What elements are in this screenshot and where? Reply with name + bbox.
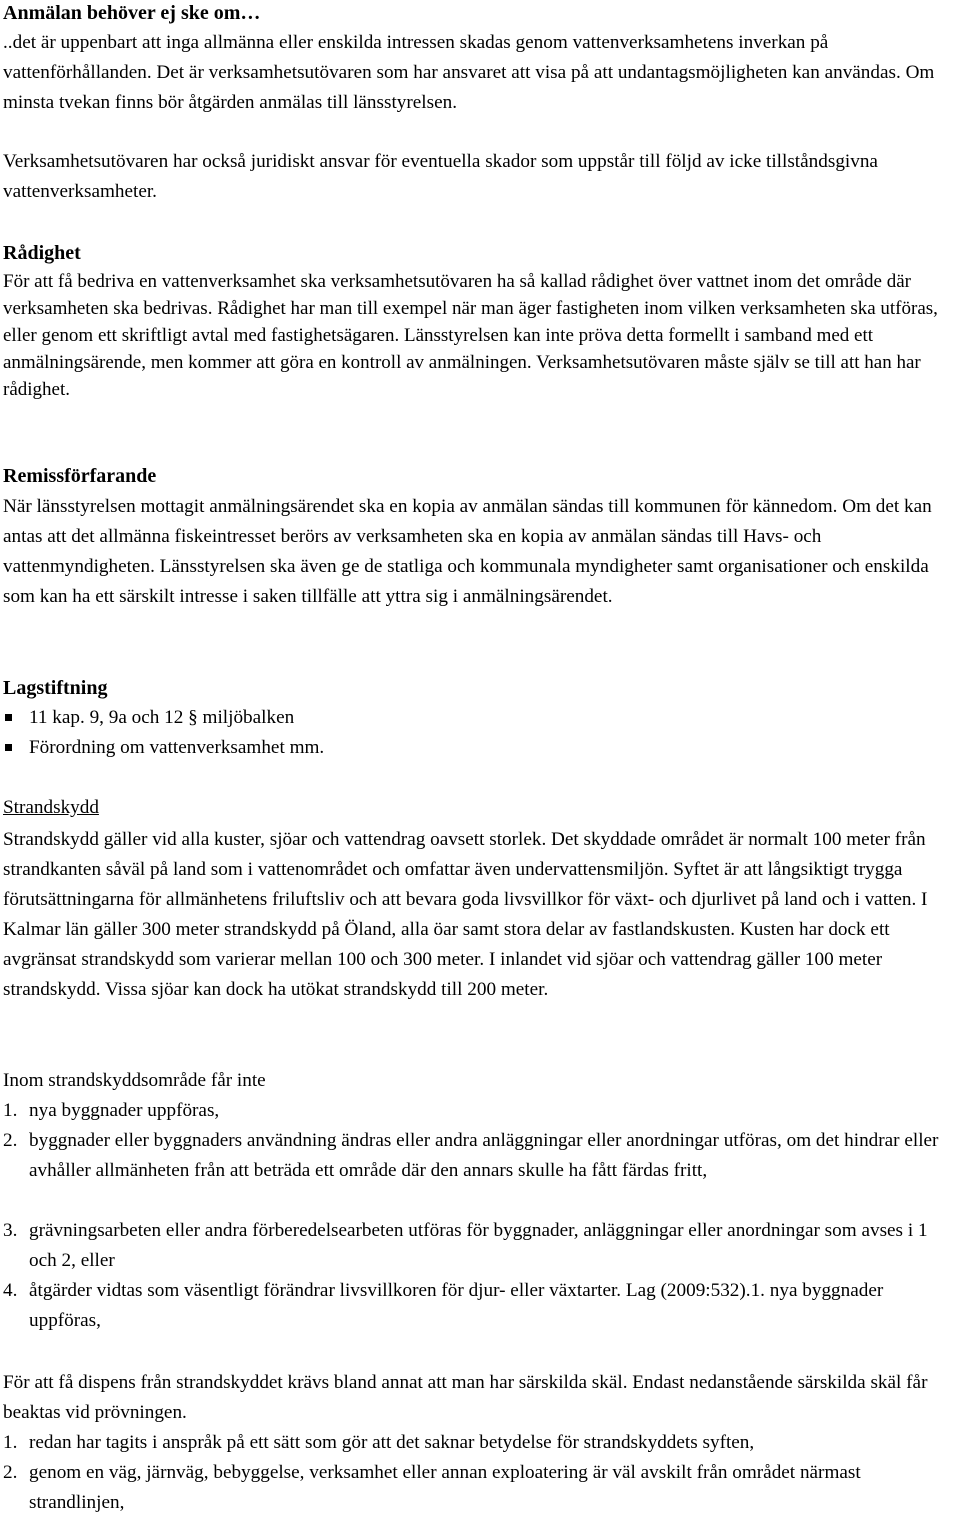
list-item-text: grävningsarbeten eller andra förberedelsearbeten utföras för byggnader, anläggningar eller anordningar som avses i 1 och 2, eller (29, 1220, 928, 1271)
section-heading-radighet: Rådighet (3, 242, 81, 264)
bullet-square-icon (5, 714, 12, 721)
list-item-number: 1. (3, 1100, 18, 1121)
list-item-number: 4. (3, 1280, 18, 1301)
list-item-text: åtgärder vidtas som väsentligt förändrar livsvillkoren för djur- eller växtarter. Lag (2009:532).1. nya byggnader uppföras, (29, 1280, 884, 1331)
section-heading-remiss: Remissförfarande (3, 465, 157, 487)
paragraph-strandskydd: Strandskydd gäller vid alla kuster, sjöar och vattendrag oavsett storlek. Det skyddade området är normalt 100 meter från strandkanten såväl på land som i vattenområdet och omfattar även undervattensmiljön. Syftet är att långsiktigt trygga förutsättningarna för allmänhetens friluftsliv och att bevara goda livsvillkor för växt- och djurlivet på land och i vatten. I Kalmar län gäller 300 meter strandskydd på Öland, alla öar samt stora delar av fastlandskusten. Kusten har dock ett avgränsat strandskydd som varierar mellan 100 och 300 meter. I inlandet vid sjöar och vattendrag gäller 100 meter strandskydd. Vissa sjöar kan dock ha utökat strandskydd till 200 meter. (3, 829, 928, 1000)
list-item-text: byggnader eller byggnaders användning ändras eller andra anläggningar eller anordningar utföras, om det hindrar eller avhåller allmänheten från att beträda ett område där den annars skulle ha fått färdas fritt, (29, 1130, 939, 1181)
list-item-number: 3. (3, 1220, 18, 1241)
bullet-square-icon (5, 744, 12, 751)
list-item-text: redan har tagits i anspråk på ett sätt som gör att det saknar betydelse för strandskyddets syften, (29, 1432, 755, 1453)
section-heading-strandskydd: Strandskydd (3, 797, 99, 818)
paragraph-juridiskt-ansvar: Verksamhetsutövaren har också juridiskt ansvar för eventuella skador som uppstår till följd av icke tillståndsgivna vattenverksamheter. (3, 151, 878, 202)
paragraph-inom-intro: Inom strandskyddsområde får inte (3, 1070, 266, 1091)
section-heading-anmalan: Anmälan behöver ej ske om… (3, 2, 261, 24)
list-item-text: genom en väg, järnväg, bebyggelse, verksamhet eller annan exploatering är väl avskilt från området närmast strandlinjen, (29, 1462, 861, 1513)
list-item-text: nya byggnader uppföras, (29, 1100, 220, 1121)
paragraph-radighet: För att få bedriva en vattenverksamhet ska verksamhetsutövaren ha så kallad rådighet över vattnet inom det område där verksamheten ska bedrivas. Rådighet har man till exempel när man äger fastigheten inom vilken verksamheten ska utföras, eller genom ett skriftligt avtal med fastighetsägaren. Länsstyrelsen kan inte pröva detta formellt i samband med ett anmälningsärende, men kommer att göra en kontroll av anmälningen. Verksamhetsutövaren måste själv se till att han har rådighet. (3, 271, 938, 400)
list-item-number: 2. (3, 1130, 18, 1151)
list-item-number: 1. (3, 1432, 18, 1453)
paragraph-remiss: När länsstyrelsen mottagit anmälningsärendet ska en kopia av anmälan sändas till kommunen för kännedom. Om det kan antas att det allmänna fiskeintresset berörs av verksamheten ska en kopia av anmälan sändas till Havs- och vattenmyndigheten. Länsstyrelsen ska även ge de statliga och kommunala myndigheter samt organisationer och enskilda som kan ha ett särskilt intresse i saken tillfälle att yttra sig i anmälningsärendet. (3, 496, 932, 607)
list-item-number: 2. (3, 1462, 18, 1483)
paragraph-undantag: ..det är uppenbart att inga allmänna eller enskilda intressen skadas genom vattenverksamhetens inverkan på vattenförhållanden. Det är verksamhetsutövaren som har ansvaret att visa på att undantagsmöjligheten kan användas. Om minsta tvekan finns bör åtgärden anmälas till länsstyrelsen. (3, 32, 935, 113)
section-heading-lagstiftning: Lagstiftning (3, 677, 108, 699)
list-item-text: 11 kap. 9, 9a och 12 § miljöbalken (29, 707, 295, 728)
paragraph-dispens-intro: För att få dispens från strandskyddet krävs bland annat att man har särskilda skäl. Endast nedanstående särskilda skäl får beaktas vid prövningen. (3, 1372, 928, 1423)
list-item-text: Förordning om vattenverksamhet mm. (29, 737, 325, 758)
